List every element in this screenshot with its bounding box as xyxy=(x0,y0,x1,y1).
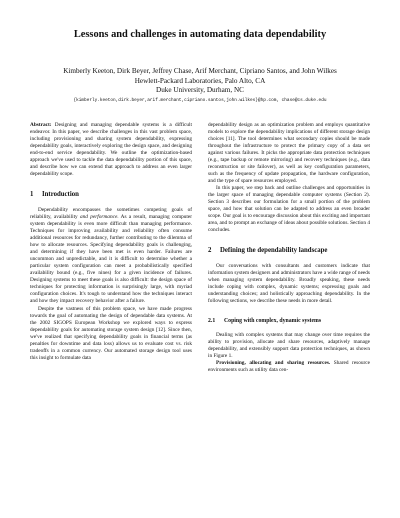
abstract-text: Designing and managing dependable systems is a difficult endeavor. In this paper, we describe challenges in this vast problem space, including provisioning and sharing system dependability, expressing dependability goals, interactively exploring the design space, and designing end-to-end service dependability. We outline the optimization-based approach we've used to tackle the data dependability portion of this space, and describe how we can extend that approach to address an even larger dependability scope. xyxy=(30,121,192,177)
affiliation-duke: Duke University, Durham, NC xyxy=(156,86,244,94)
landscape-paragraph: Our conversations with consultants and customers indicate that information system designers and administrators have a wide range of needs when managing system dependability. Broadly speaking, these needs include coping with complex, dynamic systems; expressing goals and understanding choices; and holistically approaching dependability. In the following sections, we describe these needs in more detail. xyxy=(208,263,370,305)
subsection-title: Coping with complex, dynamic systems xyxy=(224,317,322,324)
right-paragraph-2: In this paper, we step back and outline challenges and opportunities in the larger space of managing dependable computer systems (Section 2). Section 3 describes our formulation for a small portion of the problem space, and how that solution can be adapted to address an even broader scope. Our goal is to encourage discussion about this exciting and important area, and to prompt an exchange of ideas about possible solutions. Section 4 concludes. xyxy=(208,184,370,234)
intro-text-b: . As a result, managing computer system dependability is even more difficult than managing performance. Techniques for improving availability and reliability often consume additional resources for redundancy, further contributing to the dilemma of how to allocate resources. Specifying dependability goals is challenging, and determining if they have been met is even harder. Failures are uncommon and unpredictable, and it is difficult to determine whether a particular system configuration can meet a probabilistically specified availability bound (e.g., five nines) for a given incidence of failures. Designing systems to meet these goals is also difficult: the design space of techniques for protecting information is surprisingly large, with myriad configuration choices. It's tough to understand how the techniques interact and how they impact recovery behavior after a failure. xyxy=(30,213,192,305)
subsection-number: 2.1 xyxy=(208,317,216,324)
provisioning-heading: Provisioning, allocating and sharing resources. xyxy=(216,359,331,366)
right-column xyxy=(208,122,370,374)
left-column xyxy=(30,122,192,374)
abstract xyxy=(30,122,192,178)
affiliation-hp: Hewlett-Packard Laboratories, Palo Alto, CA xyxy=(134,76,266,85)
section-number: 2 xyxy=(208,247,212,255)
complex-systems-paragraph: Dealing with complex systems that may change over time requires the ability to provision, allocate and share resources, adaptively manage dependability, and extensibly support data protection techniques, as shown in Figure 1. xyxy=(208,331,370,359)
section-heading-landscape xyxy=(208,247,370,255)
intro-text-a: Dependability encompasses the sometimes competing goals of reliability, availability xyxy=(30,206,192,220)
intro-paragraph-2: Despite the vastness of this problem space, we have made progress towards the goal of automating the design of dependable data systems. At the 2002 SIGOPS European Workshop we explored ways to express dependability goals for automating storage system design [12]. Since then, we've realized that specifying dependability goals in financial terms (as penalties for downtime and data loss) allows us to evaluate cost vs. risk tradeoffs in a common currency. Our automated storage design tool uses this insight to formulate data xyxy=(30,305,192,361)
intro-text-performance: performance xyxy=(87,213,118,220)
right-paragraph-1: dependability design as an optimization problem and employs quantitative models to explore the dependability implications of different storage design choices [11]. The tool determines what secondary copies should be made throughout the infrastructure to protect the primary copy of a data set against various failures. It picks the appropriate data protection techniques (e.g., tape backup or remote mirroring) and recovery techniques (e.g., data reconstruction or site failover), as well as key configuration parameters, such as the frequency of update propagation, the hardware configuration, and the type of spare resources employed. xyxy=(208,121,370,184)
two-column-body xyxy=(30,122,370,374)
provisioning-paragraph xyxy=(208,360,370,374)
section-title: Defining the dependability landscape xyxy=(220,247,328,255)
subsection-heading-complex-systems xyxy=(208,318,370,325)
section-title: Introduction xyxy=(42,190,79,198)
intro-paragraph-1 xyxy=(30,207,192,306)
author-emails: {kimberly.keeton,dirk.beyer,arif.merchant,cipriano.santos,john.wilkes}@hp.com, chase@cs.duke.edu xyxy=(73,97,327,103)
intro-text-and: and xyxy=(79,213,88,220)
section-number: 1 xyxy=(30,190,34,198)
abstract-label: Abstract: xyxy=(30,121,52,128)
paper-title: Lessons and challenges in automating data dependability xyxy=(73,29,327,40)
section-heading-introduction xyxy=(30,191,192,199)
provisioning-text: Shared resource environments such as utility data cen- xyxy=(208,359,370,373)
author-block xyxy=(30,67,370,96)
author-names: Kimberly Keeton, Dirk Beyer, Jeffrey Chase, Arif Merchant, Cipriano Santos, and John Wilkes xyxy=(63,67,337,75)
